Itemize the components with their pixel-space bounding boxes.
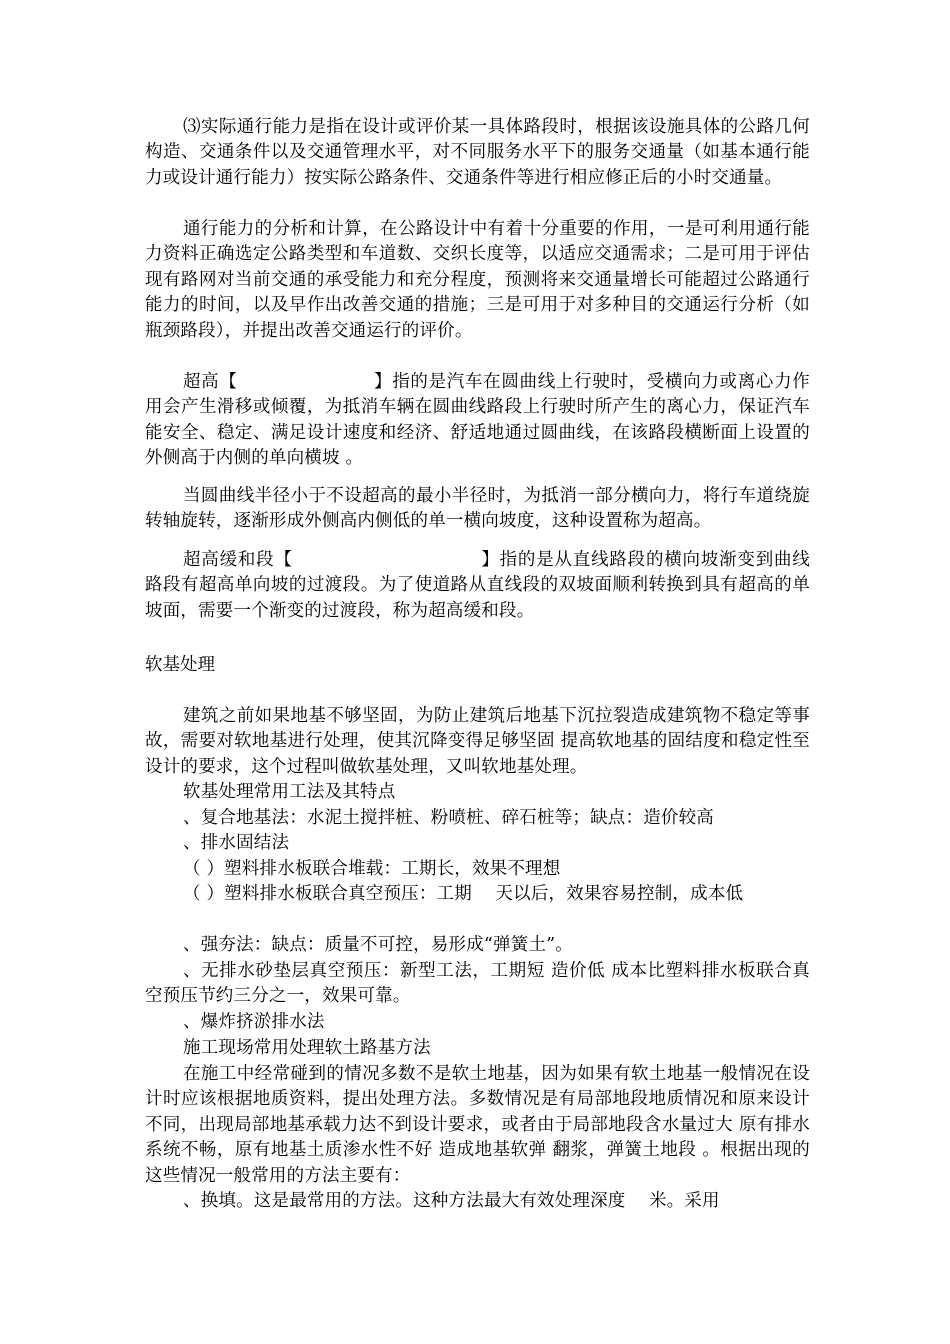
list-item-replacement: 、换填。这是最常用的方法。这种方法最大有效处理深度 米。采用 bbox=[183, 1191, 720, 1211]
list-item-drainage-surcharge: （ ）塑料排水板联合堆载：工期长，效果不理想 bbox=[183, 859, 561, 879]
transition-definition: 】指的是从直线路段的横向坡渐变到曲线路段有超高单向坡的过渡段。为了使道路从直线段的双坡面顺利转换到具有超高的单坡面，需要一个渐变的过渡段，称为超高缓和段。 bbox=[145, 550, 810, 621]
paragraph-capacity-analysis: 通行能力的分析和计算，在公路设计中有着十分重要的作用，一是可利用通行能力资料正确选定公路类型和车道数、交织长度等，以适应交通需求；二是可用于评估现有路网对当前交通的承受能力和充分程度，预测将来交通量增长可能超过公路通行能力的时间，以及早作出改善交通的措施；三是可用于对多种目的交通运行分析（如瓶颈路段），并提出改善交通运行的评价。 bbox=[145, 219, 810, 341]
paragraph-site-methods-title: 施工现场常用处理软土路基方法 bbox=[183, 1038, 431, 1058]
paragraph-actual-capacity: ⑶实际通行能力是指在设计或评价某一具体路段时，根据该设施具体的公路几何构造、交通条件以及交通管理水平，对不同服务水平下的服务交通量（如基本通行能力或设计通行能力）按实际公路条件、交通条件等进行相应修正后的小时交通量。 bbox=[145, 117, 810, 188]
superelevation-term: 超高【 bbox=[183, 372, 238, 392]
transition-term: 超高缓和段【 bbox=[183, 550, 293, 570]
list-item-dynamic-compaction: 、强夯法：缺点：质量不可控，易形成“弹簧土”。 bbox=[183, 935, 573, 955]
paragraph-transition-section bbox=[145, 548, 810, 624]
paragraph-soft-foundation-intro: 建筑之前如果地基不够坚固，为防止建筑后地基下沉拉裂造成建筑物不稳定等事故，需要对软地基进行处理，使其沉降变得足够坚固 提高软地基的固结度和稳定性至设计的要求，这个过程叫做软基处理，又叫软地基处理。 bbox=[145, 706, 810, 777]
list-item-composite-foundation: 、复合地基法：水泥土搅拌桩、粉喷桩、碎石桩等；缺点：造价较高 bbox=[183, 808, 714, 828]
list-item-drainage-consolidation: 、排水固结法 bbox=[183, 833, 290, 853]
superelevation-definition: 】指的是汽车在圆曲线上行驶时，受横向力或离心力作用会产生滑移或倾覆，为抵消车辆在圆曲线路段上行驶时所产生的离心力，保证汽车能安全、稳定、满足设计速度和经济、舒适地通过圆曲线，在该路段横断面上设置的外侧高于内侧的单向横坡 。 bbox=[145, 372, 810, 469]
list-item-drainage-vacuum: （ ）塑料排水板联合真空预压：工期 天以后，效果容易控制，成本低 bbox=[183, 884, 744, 904]
list-item-explosive-displacement: 、爆炸挤淤排水法 bbox=[183, 1012, 325, 1032]
paragraph-site-conditions: 在施工中经常碰到的情况多数不是软土地基，因为如果有软土地基一般情况在设计时应该根据地质资料，提出处理方法。多数情况是有局部地段地质情况和原来设计不同，出现局部地基承载力达不到设计要求，或者由于局部地段含水量过大 原有排水系统不畅，原有地基土质渗水性不好 造成地基软弹 翻浆，弹簧土地段 。根据出现的这些情况一般常用的方法主要有： bbox=[145, 1064, 810, 1186]
section-heading-soft-foundation: 软基处理 bbox=[145, 655, 215, 675]
paragraph-superelevation-condition: 当圆曲线半径小于不设超高的最小半径时，为抵消一部分横向力，将行车道绕旋转轴旋转，逐渐形成外侧高内侧低的单一横向坡度，这种设置称为超高。 bbox=[145, 486, 810, 532]
paragraph-superelevation bbox=[145, 370, 810, 472]
paragraph-methods-title: 软基处理常用工法及其特点 bbox=[183, 782, 396, 802]
list-item-vacuum-preloading: 、无排水砂垫层真空预压：新型工法，工期短 造价低 成本比塑料排水板联合真空预压节约三分之一，效果可靠。 bbox=[145, 961, 810, 1007]
